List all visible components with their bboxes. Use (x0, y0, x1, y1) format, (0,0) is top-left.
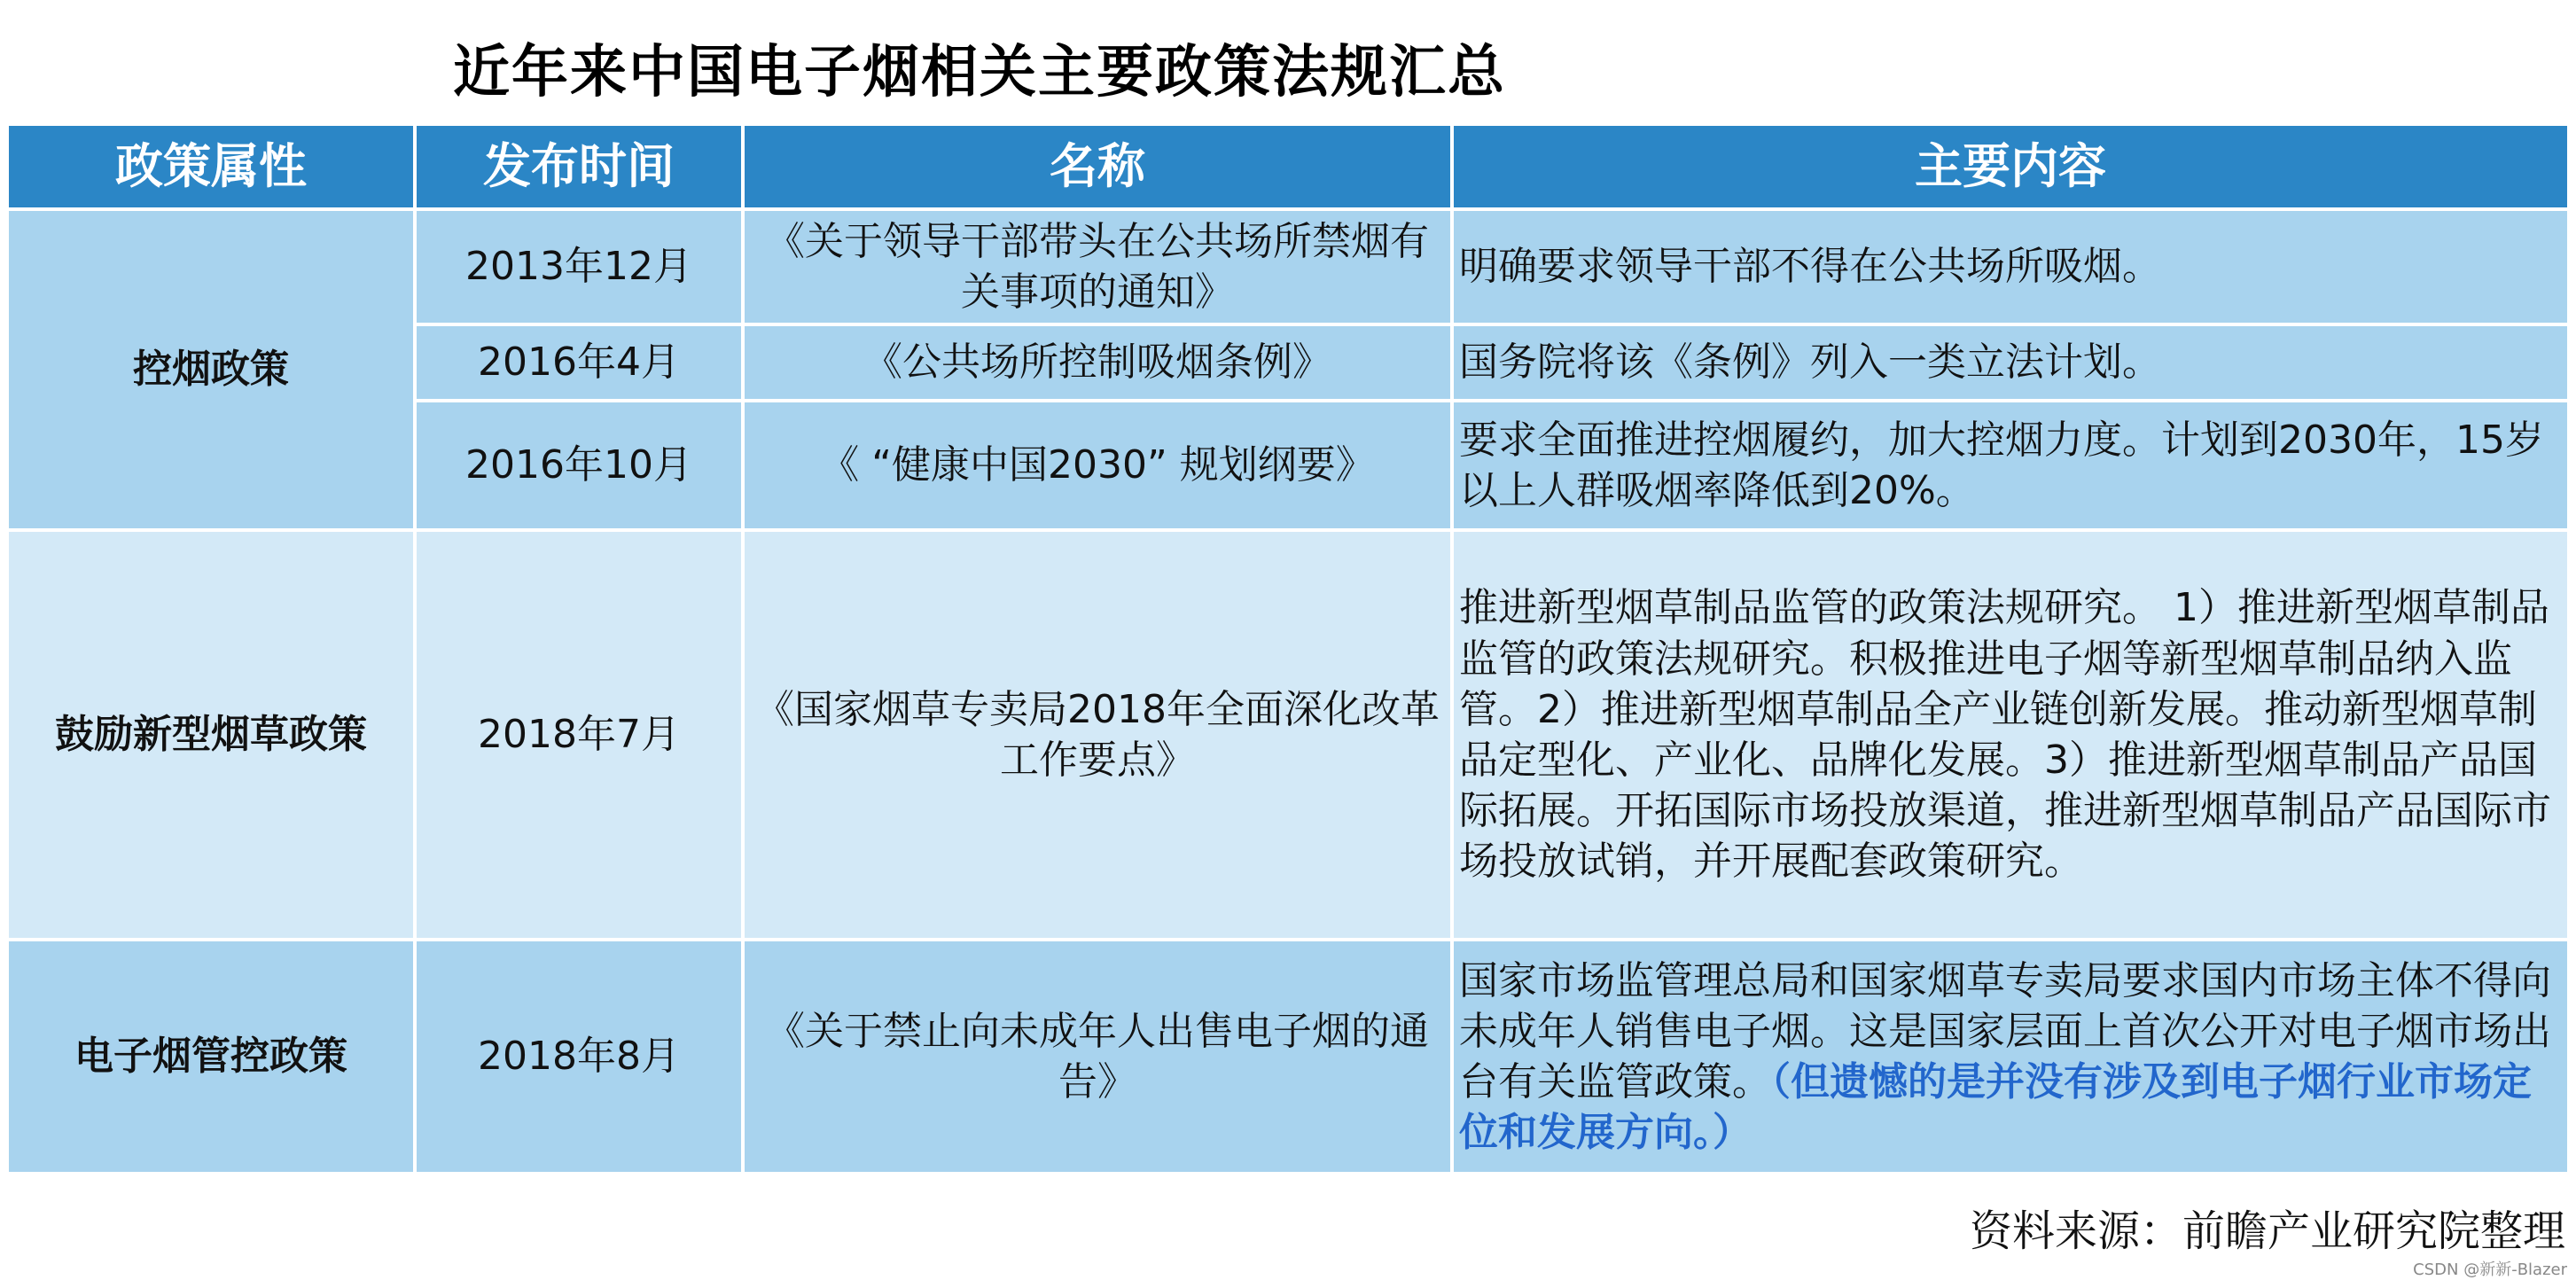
name-cell: 《 “健康中国2030” 规划纲要》 (743, 401, 1452, 530)
table-row (7, 530, 2569, 940)
table-header-row (7, 124, 2569, 209)
name-cell: 《国家烟草专卖局2018年全面深化改革工作要点》 (743, 530, 1452, 940)
name-cell: 《关于禁止向未成年人出售电子烟的通告》 (743, 940, 1452, 1174)
header-policy-attribute: 政策属性 (7, 124, 415, 209)
name-cell: 《关于领导干部带头在公共场所禁烟有关事项的通知》 (743, 209, 1452, 324)
date-cell: 2018年7月 (415, 530, 743, 940)
policy-attribute-cell: 鼓励新型烟草政策 (7, 530, 415, 940)
policy-table (5, 122, 2571, 1175)
table-row (7, 940, 2569, 1174)
content-cell: 要求全面推进控烟履约，加大控烟力度。计划到2030年，15岁以上人群吸烟率降低到20%。 (1452, 401, 2569, 530)
content-cell: 国务院将该《条例》列入一类立法计划。 (1452, 324, 2569, 401)
policy-attribute-cell: 电子烟管控政策 (7, 940, 415, 1174)
watermark: CSDN @新新-Blazer (2413, 1260, 2567, 1279)
page-title: 近年来中国电子烟相关主要政策法规汇总 (453, 40, 1506, 105)
source-note: 资料来源：前瞻产业研究院整理 (1969, 1206, 2565, 1256)
date-cell: 2016年4月 (415, 324, 743, 401)
table-row (7, 209, 2569, 324)
policy-attribute-cell: 控烟政策 (7, 209, 415, 530)
content-cell: 推进新型烟草制品监管的政策法规研究。 1）推进新型烟草制品监管的政策法规研究。积极推进电子烟等新型烟草制品纳入监管。2）推进新型烟草制品全产业链创新发展。推动新型烟草制品定型化、产业化、品牌化发展。3）推进新型烟草制品产品国际拓展。开拓国际市场投放渠道，推进新型烟草制品产品国际市场投放试销，并开展配套政策研究。 (1452, 530, 2569, 940)
highlight-note: （但遗憾的是并没有涉及到电子烟行业市场定位和发展方向。） (1459, 1059, 2532, 1156)
date-cell: 2016年10月 (415, 401, 743, 530)
header-name: 名称 (743, 124, 1452, 209)
content-cell: 明确要求领导干部不得在公共场所吸烟。 (1452, 209, 2569, 324)
date-cell: 2018年8月 (415, 940, 743, 1174)
date-cell: 2013年12月 (415, 209, 743, 324)
name-cell: 《公共场所控制吸烟条例》 (743, 324, 1452, 401)
content-text: 国家市场监管理总局和国家烟草专卖局要求国内市场主体不得向未成年人销售电子烟。这是国家层面上首次公开对电子烟市场出台有关监管政策。 (1459, 957, 2551, 1104)
content-cell (1452, 940, 2569, 1174)
header-release-date: 发布时间 (415, 124, 743, 209)
header-main-content: 主要内容 (1452, 124, 2569, 209)
